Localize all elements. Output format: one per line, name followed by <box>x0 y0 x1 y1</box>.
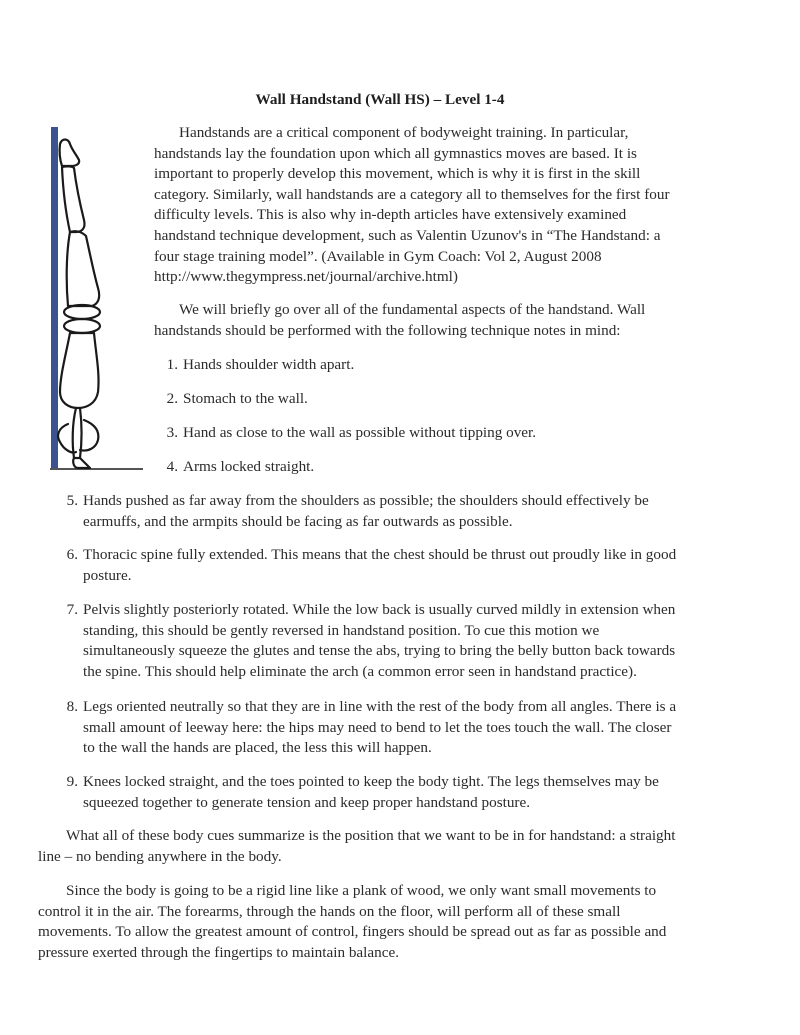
list-text-line: the spine. This should help eliminate the arch (a common error seen in handstand practice). <box>83 662 637 680</box>
technique-intro-paragraph <box>154 300 714 341</box>
list-text-line: to the wall the hands are placed, the less this will happen. <box>83 739 432 757</box>
intro-line: category. Similarly, wall handstands are a category all to themselves for the first four <box>154 185 670 203</box>
paragraph-line: Since the body is going to be a rigid line like a plank of wood, we only want small movements to <box>66 882 657 899</box>
intro-line: handstands lay the foundation upon which all gymnastics moves are based. It is <box>154 144 637 162</box>
paragraph-line: line – no bending anywhere in the body. <box>38 847 282 865</box>
list-text-line: Knees locked straight, and the toes pointed to keep the body tight. The legs themselves may be <box>83 773 659 790</box>
handstand-illustration-icon <box>46 124 156 474</box>
list-number: 3. <box>166 424 178 441</box>
list-number: 5. <box>66 492 78 509</box>
list-number: 7. <box>66 601 78 618</box>
page-title <box>0 90 760 111</box>
paragraph-line: movements. To allow the greatest amount of control, fingers should be spread out as far as possible and <box>38 923 667 941</box>
list-text: Stomach to the wall. <box>183 390 308 407</box>
intro-line: difficulty levels. This is also why in-depth articles have extensively examined <box>154 206 627 224</box>
summary-paragraph <box>38 826 738 867</box>
list-text-line: Pelvis slightly posteriorly rotated. While the low back is usually curved mildly in extension when <box>83 601 676 618</box>
list-text: Arms locked straight. <box>183 458 315 475</box>
list-text-line: posture. <box>83 566 132 584</box>
paragraph-line: control it in the air. The forearms, through the hands on the floor, will perform all of these small <box>38 902 621 920</box>
list-text: Hands shoulder width apart. <box>183 356 355 373</box>
paragraph-line: What all of these body cues summarize is the position that we want to be in for handstand: a straight <box>66 827 676 844</box>
list-number: 1. <box>166 356 178 373</box>
list-number: 6. <box>66 546 78 563</box>
list-number: 9. <box>66 773 78 790</box>
list-number: 4. <box>166 458 178 475</box>
closing-paragraph <box>38 881 738 963</box>
intro-paragraph <box>154 123 714 288</box>
list-text-line: Thoracic spine fully extended. This means that the chest should be thrust out proudly like in good <box>83 546 677 563</box>
wall-handstand-figure <box>46 124 156 474</box>
intro-line: handstand technique development, such as Valentin Uzunov's in “The Handstand: a <box>154 226 661 244</box>
title-text: Wall Handstand (Wall HS) – Level 1-4 <box>255 91 505 108</box>
list-text-line: small amount of leeway here: the hips may need to bend to let the toes touch the wall. The closer <box>83 718 672 736</box>
list-text-line: Legs oriented neutrally so that they are in line with the rest of the body from all angles. There is a <box>83 698 677 715</box>
list-text-line: Hands pushed as far away from the shoulders as possible; the shoulders should effectively be <box>83 492 649 509</box>
list-text-line: simultaneously squeeze the glutes and tense the abs, trying to bring the belly button back towards <box>83 642 676 660</box>
paragraph-line: handstands should be performed with the following technique notes in mind: <box>154 321 621 339</box>
list-number: 8. <box>66 698 78 715</box>
paragraph-line: We will briefly go over all of the fundamental aspects of the handstand. Wall <box>179 301 646 318</box>
reference-link-text: http://www.thegympress.net/journal/archive.html) <box>154 268 458 286</box>
list-text-line: earmuffs, and the armpits should be facing as far outwards as possible. <box>83 512 513 530</box>
list-text: Hand as close to the wall as possible without tipping over. <box>183 424 537 441</box>
intro-line: important to properly develop this movement, which is why it is first in the skill <box>154 165 641 183</box>
intro-line: four stage training model”. (Available in Gym Coach: Vol 2, August 2008 <box>154 247 602 265</box>
list-number: 2. <box>166 390 178 407</box>
list-text-line: squeezed together to generate tension and keep proper handstand posture. <box>83 793 531 811</box>
intro-line: Handstands are a critical component of bodyweight training. In particular, <box>179 124 629 141</box>
list-text-line: standing, this should be gently reversed in handstand position. To cue this motion we <box>83 621 600 639</box>
paragraph-line: pressure exerted through the fingertips to maintain balance. <box>38 943 399 961</box>
